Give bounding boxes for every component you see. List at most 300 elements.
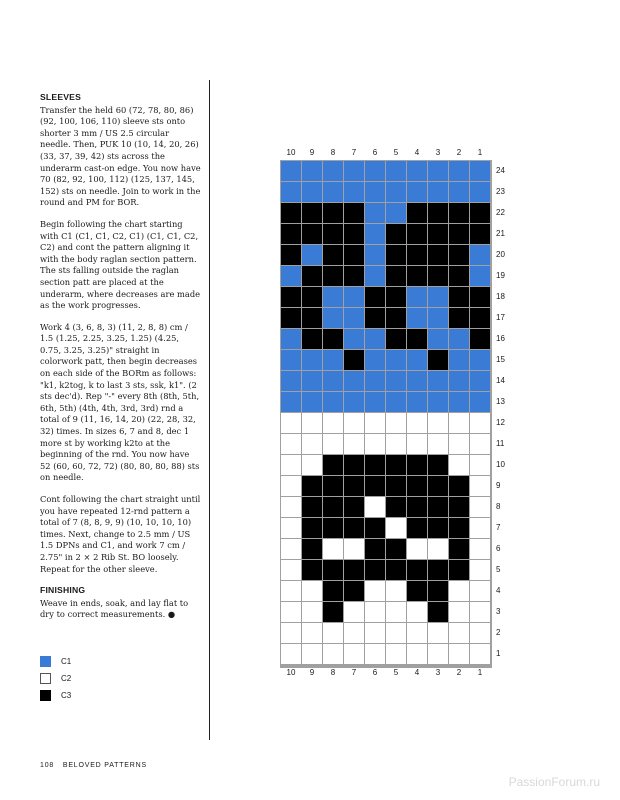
chart-cell [344, 476, 364, 496]
chart-cell [449, 161, 469, 181]
chart-row-number: 24 [496, 166, 505, 175]
finishing-paragraph: Weave in ends, soak, and lay flat to dry to correct measurements. ● [40, 597, 189, 620]
chart-cell [386, 287, 406, 307]
chart-cell [281, 623, 301, 643]
chart-column-number: 6 [372, 668, 378, 677]
chart-cell [470, 371, 490, 391]
chart-cell [407, 581, 427, 601]
chart-cell [365, 224, 385, 244]
chart-cell [449, 203, 469, 223]
chart-cell [470, 581, 490, 601]
chart-cell [449, 476, 469, 496]
chart-cell [344, 434, 364, 454]
chart-column-number: 1 [477, 148, 483, 157]
chart-cell [302, 455, 322, 475]
sleeves-paragraph-2: Begin following the chart starting with C1 (C1, C1, C2, C1) (C1, C1, C2, C2) and cont the pattern aligning it with the body raglan section pattern. The sts falling outside the raglan section patt are placed at the underarm, where decreases are made as the work progresses. [40, 218, 201, 311]
chart-cell [470, 245, 490, 265]
chart-cell [428, 371, 448, 391]
chart-cell [365, 455, 385, 475]
chart-cell [323, 497, 343, 517]
chart-cell [428, 329, 448, 349]
chart-cell [302, 392, 322, 412]
chart-cell [302, 266, 322, 286]
chart-cell [302, 434, 322, 454]
chart-cell [302, 644, 322, 664]
chart-cell [323, 476, 343, 496]
chart-cell [365, 203, 385, 223]
chart-row-number: 7 [496, 523, 501, 532]
chart-column-number: 5 [393, 668, 399, 677]
chart-cell [449, 602, 469, 622]
chart-cell [407, 476, 427, 496]
chart-cell [281, 539, 301, 559]
chart-cell [344, 518, 364, 538]
chart-cell [449, 539, 469, 559]
chart-cell [281, 581, 301, 601]
section-name: BELOVED PATTERNS [62, 762, 147, 769]
chart-cell [365, 497, 385, 517]
chart-cell [449, 644, 469, 664]
chart-row-number: 17 [496, 313, 505, 322]
chart-cell [470, 476, 490, 496]
chart-cell [386, 476, 406, 496]
chart-cell [302, 560, 322, 580]
chart-cell [386, 266, 406, 286]
chart-cell [470, 623, 490, 643]
chart-cell [344, 581, 364, 601]
chart-cell [449, 287, 469, 307]
chart-cell [365, 623, 385, 643]
chart-cell [470, 161, 490, 181]
chart-cell [281, 392, 301, 412]
chart-cell [407, 560, 427, 580]
chart-cell [428, 224, 448, 244]
chart-column-number: 6 [372, 148, 378, 157]
chart-cell [323, 623, 343, 643]
chart-cell [365, 392, 385, 412]
chart-cell [302, 581, 322, 601]
chart-cell [470, 182, 490, 202]
chart-cell [365, 329, 385, 349]
chart-cell [428, 350, 448, 370]
chart-cell [323, 224, 343, 244]
chart-cell [344, 602, 364, 622]
chart-cell [449, 392, 469, 412]
chart-cell [323, 329, 343, 349]
chart-cell [323, 434, 343, 454]
chart-row-number: 9 [496, 481, 501, 490]
chart-cell [281, 350, 301, 370]
chart-cell [365, 350, 385, 370]
chart-cell [302, 623, 322, 643]
chart-cell [407, 497, 427, 517]
chart-row-number: 18 [496, 292, 505, 301]
chart-cell [449, 245, 469, 265]
chart-cell [449, 434, 469, 454]
chart-column-number: 8 [330, 668, 336, 677]
chart-cell [386, 350, 406, 370]
chart-cell [449, 224, 469, 244]
chart-cell [428, 539, 448, 559]
chart-cell [302, 350, 322, 370]
column-divider [209, 80, 210, 740]
chart-cell [302, 518, 322, 538]
chart-cell [281, 644, 301, 664]
chart-cell [449, 329, 469, 349]
chart-cell [344, 182, 364, 202]
chart-cell [428, 602, 448, 622]
chart-cell [302, 476, 322, 496]
chart-cell [323, 371, 343, 391]
chart-cell [407, 245, 427, 265]
chart-cell [386, 434, 406, 454]
chart-cell [365, 644, 385, 664]
chart-cell [428, 518, 448, 538]
legend-swatch-c3 [40, 690, 51, 701]
chart-cell [428, 413, 448, 433]
chart-cell [449, 581, 469, 601]
chart-cell [407, 371, 427, 391]
chart-cell [428, 245, 448, 265]
chart-cell [365, 161, 385, 181]
chart-cell [428, 182, 448, 202]
chart-row-number: 14 [496, 376, 505, 385]
chart-cell [365, 287, 385, 307]
legend-item-c2 [40, 670, 71, 686]
chart-cell [407, 350, 427, 370]
chart-cell [428, 644, 448, 664]
chart-cell [407, 644, 427, 664]
chart-cell [365, 518, 385, 538]
chart-cell [470, 287, 490, 307]
chart-cell [428, 161, 448, 181]
chart-cell [323, 581, 343, 601]
chart-cell [470, 203, 490, 223]
chart-row-number: 13 [496, 397, 505, 406]
chart-cell [281, 413, 301, 433]
chart-cell [344, 266, 364, 286]
chart-cell [344, 308, 364, 328]
chart-column-number: 7 [351, 668, 357, 677]
legend-item-c3 [40, 687, 71, 703]
chart-cell [470, 560, 490, 580]
chart-cell [323, 392, 343, 412]
chart-cell [365, 434, 385, 454]
chart-row-number: 10 [496, 460, 505, 469]
chart-cell [428, 476, 448, 496]
chart-cell [323, 413, 343, 433]
chart-cell [281, 266, 301, 286]
chart-cell [344, 287, 364, 307]
chart-cell [281, 308, 301, 328]
chart-cell [407, 308, 427, 328]
chart-row-number: 1 [496, 649, 501, 658]
sleeves-paragraph-3: Work 4 (3, 6, 8, 3) (11, 2, 8, 8) cm / 1.5 (1.25, 2.25, 3.25, 1.25) (4.25, 0.75, 3.25, 3.25)" straight in colorwork patt, then begin decreases on each side of the BORm as follows: "k1, k2tog, k to last 3 sts, ssk, k1". (2 sts dec'd). Rep "-" every 8th (8th, 5th, 6th, 5th) (4th, 4th, 3rd, 3rd) rnd a total of 9 (11, 16, 14, 20) (22, 28, 32, 32) times. In sizes 6, 7 and 8, dec 1 more st by working k2to at the beginning of the rnd. You now have 52 (60, 60, 72, 72) (80, 80, 80, 88) sts on needle. [40, 321, 200, 483]
chart-cell [407, 413, 427, 433]
chart-row-number: 5 [496, 565, 501, 574]
chart-cell [344, 245, 364, 265]
chart-row-number: 16 [496, 334, 505, 343]
chart-column-number: 10 [286, 148, 296, 157]
chart-cell [344, 224, 364, 244]
finishing-heading: FINISHING [40, 585, 86, 596]
chart-cell [302, 539, 322, 559]
chart-column-number: 4 [414, 668, 420, 677]
chart-cell [428, 434, 448, 454]
chart-cell [470, 497, 490, 517]
chart-cell [386, 392, 406, 412]
chart-cell [386, 623, 406, 643]
chart-column-number: 1 [477, 668, 483, 677]
chart-cell [428, 497, 448, 517]
chart-cell [365, 602, 385, 622]
chart-cell [323, 245, 343, 265]
chart-cell [449, 371, 469, 391]
chart-row-number: 22 [496, 208, 505, 217]
chart-cell [365, 245, 385, 265]
chart-cell [386, 182, 406, 202]
legend-item-c1 [40, 653, 71, 669]
legend-swatch-c2 [40, 673, 51, 684]
chart-cell [428, 392, 448, 412]
chart-cell [386, 518, 406, 538]
chart-cell [344, 392, 364, 412]
chart-cell [302, 413, 322, 433]
chart-cell [281, 434, 301, 454]
chart-cell [386, 602, 406, 622]
chart-cell [407, 539, 427, 559]
chart-cell [302, 203, 322, 223]
chart-cell [407, 287, 427, 307]
chart-cell [323, 518, 343, 538]
chart-cell [470, 329, 490, 349]
chart-cell [428, 308, 448, 328]
chart-column-number: 3 [435, 668, 441, 677]
chart-cell [344, 623, 364, 643]
chart-row-number: 2 [496, 628, 501, 637]
chart-cell [407, 623, 427, 643]
chart-cell [365, 560, 385, 580]
chart-cell [470, 434, 490, 454]
chart-cell [323, 644, 343, 664]
chart-cell [281, 245, 301, 265]
chart-cell [323, 182, 343, 202]
chart-cell [470, 539, 490, 559]
chart-cell [281, 560, 301, 580]
chart-column-number: 3 [435, 148, 441, 157]
chart-cell [386, 455, 406, 475]
chart-cell [344, 560, 364, 580]
chart-cell [365, 539, 385, 559]
chart-cell [407, 266, 427, 286]
sleeves-paragraph-4: Cont following the chart straight until you have repeated 12-rnd pattern a total of 7 (8, 8, 9, 9) (10, 10, 10, 10) times. Next, change to 2.5 mm / US 1.5 DPNs and C1, and work 7 cm / 2.75" in 2 × 2 Rib St. BO loosely. Repeat for the other sleeve. [40, 494, 201, 574]
chart-cell [281, 602, 301, 622]
chart-cell [323, 266, 343, 286]
chart-cell [323, 308, 343, 328]
chart-cell [407, 434, 427, 454]
chart-column-number: 5 [393, 148, 399, 157]
chart-cell [365, 266, 385, 286]
page-footer [40, 762, 147, 769]
chart-cell [365, 182, 385, 202]
chart-cell [449, 518, 469, 538]
chart-cell [323, 287, 343, 307]
chart-cell [428, 560, 448, 580]
chart-cell [449, 623, 469, 643]
chart-cell [344, 161, 364, 181]
page-number: 108 [40, 762, 55, 769]
chart-column-number: 9 [309, 148, 315, 157]
chart-cell [407, 392, 427, 412]
chart-cell [428, 455, 448, 475]
chart-cell [344, 413, 364, 433]
chart-column-number: 8 [330, 148, 336, 157]
legend-label-c1: C1 [61, 656, 72, 666]
color-legend [40, 653, 71, 704]
chart-cell [281, 182, 301, 202]
chart-cell [470, 518, 490, 538]
chart-cell [407, 161, 427, 181]
chart-cell [428, 266, 448, 286]
chart-cell [386, 539, 406, 559]
chart-cell [344, 539, 364, 559]
chart-cell [281, 497, 301, 517]
chart-cell [407, 203, 427, 223]
chart-cell [386, 245, 406, 265]
chart-cell [281, 161, 301, 181]
chart-cell [302, 497, 322, 517]
chart-cell [365, 371, 385, 391]
chart-cell [386, 560, 406, 580]
chart-cell [344, 644, 364, 664]
chart-cell [344, 203, 364, 223]
chart-cell [281, 371, 301, 391]
chart-cell [386, 497, 406, 517]
chart-cell [365, 413, 385, 433]
chart-row-number: 12 [496, 418, 505, 427]
chart-cell [386, 308, 406, 328]
legend-swatch-c1 [40, 656, 51, 667]
chart-cell [281, 203, 301, 223]
chart-cell [344, 371, 364, 391]
chart-cell [407, 602, 427, 622]
sleeves-paragraph-1: Transfer the held 60 (72, 78, 80, 86) (92, 100, 106, 110) sleeve sts onto shorter 3 mm / US 2.5 circular needle. Then, PUK 10 (10, 14, 20, 26) (33, 37, 39, 42) sts across the underarm cast-on edge. You now have 70 (82, 92, 100, 112) (125, 137, 145, 152) sts on needle. Join to work in the round and PM for BOR. [40, 104, 201, 208]
chart-cell [323, 455, 343, 475]
chart-column-number: 2 [456, 148, 462, 157]
chart-cell [407, 455, 427, 475]
chart-cell [281, 287, 301, 307]
chart-cell [302, 308, 322, 328]
chart-cell [323, 602, 343, 622]
chart-cell [407, 182, 427, 202]
chart-cell [302, 161, 322, 181]
chart-cell [344, 455, 364, 475]
chart-cell [449, 182, 469, 202]
chart-cell [323, 161, 343, 181]
chart-cell [470, 308, 490, 328]
chart-column-number: 10 [286, 668, 296, 677]
chart-cell [365, 308, 385, 328]
chart-cell [281, 518, 301, 538]
chart-cell [407, 224, 427, 244]
chart-cell [449, 266, 469, 286]
chart-cell [344, 497, 364, 517]
watermark: PassionForum.ru [508, 775, 600, 789]
chart-cell [281, 329, 301, 349]
chart-cell [449, 308, 469, 328]
chart-cell [323, 203, 343, 223]
chart-cell [302, 287, 322, 307]
chart-cell [281, 476, 301, 496]
chart-cell [386, 644, 406, 664]
chart-cell [449, 350, 469, 370]
chart-cell [365, 476, 385, 496]
chart-cell [302, 371, 322, 391]
chart-cell [386, 329, 406, 349]
legend-label-c3: C3 [61, 690, 72, 700]
chart-cell [470, 413, 490, 433]
chart-row-number: 11 [496, 439, 505, 448]
legend-label-c2: C2 [61, 673, 72, 683]
chart-cell [302, 182, 322, 202]
chart-row-number: 3 [496, 607, 501, 616]
chart-row-number: 15 [496, 355, 505, 364]
chart-cell [470, 350, 490, 370]
chart-cell [386, 413, 406, 433]
chart-cell [449, 413, 469, 433]
chart-cell [470, 392, 490, 412]
chart-cell [428, 623, 448, 643]
chart-cell [470, 224, 490, 244]
chart-cell [386, 203, 406, 223]
chart-cell [449, 455, 469, 475]
chart-cell [386, 371, 406, 391]
chart-cell [407, 518, 427, 538]
sleeves-heading: SLEEVES [40, 92, 82, 102]
chart-cell [428, 581, 448, 601]
chart-cell [428, 203, 448, 223]
chart-cell [449, 560, 469, 580]
chart-column-number: 7 [351, 148, 357, 157]
chart-column-number: 9 [309, 668, 315, 677]
chart-cell [470, 266, 490, 286]
chart-column-number: 4 [414, 148, 420, 157]
chart-row-number: 20 [496, 250, 505, 259]
chart-cell [470, 455, 490, 475]
chart-row-number: 6 [496, 544, 501, 553]
chart-cell [302, 224, 322, 244]
chart-cell [386, 224, 406, 244]
chart-cell [470, 602, 490, 622]
chart-cell [470, 644, 490, 664]
chart-row-number: 21 [496, 229, 505, 238]
chart-cell [428, 287, 448, 307]
chart-cell [344, 329, 364, 349]
chart-cell [323, 350, 343, 370]
chart-row-number: 8 [496, 502, 501, 511]
colorwork-chart-grid [280, 160, 492, 668]
chart-cell [281, 224, 301, 244]
chart-row-number: 4 [496, 586, 501, 595]
chart-cell [323, 560, 343, 580]
chart-cell [302, 329, 322, 349]
chart-cell [449, 497, 469, 517]
chart-cell [407, 329, 427, 349]
chart-column-number: 2 [456, 668, 462, 677]
chart-cell [302, 245, 322, 265]
chart-cell [281, 455, 301, 475]
chart-cell [302, 602, 322, 622]
